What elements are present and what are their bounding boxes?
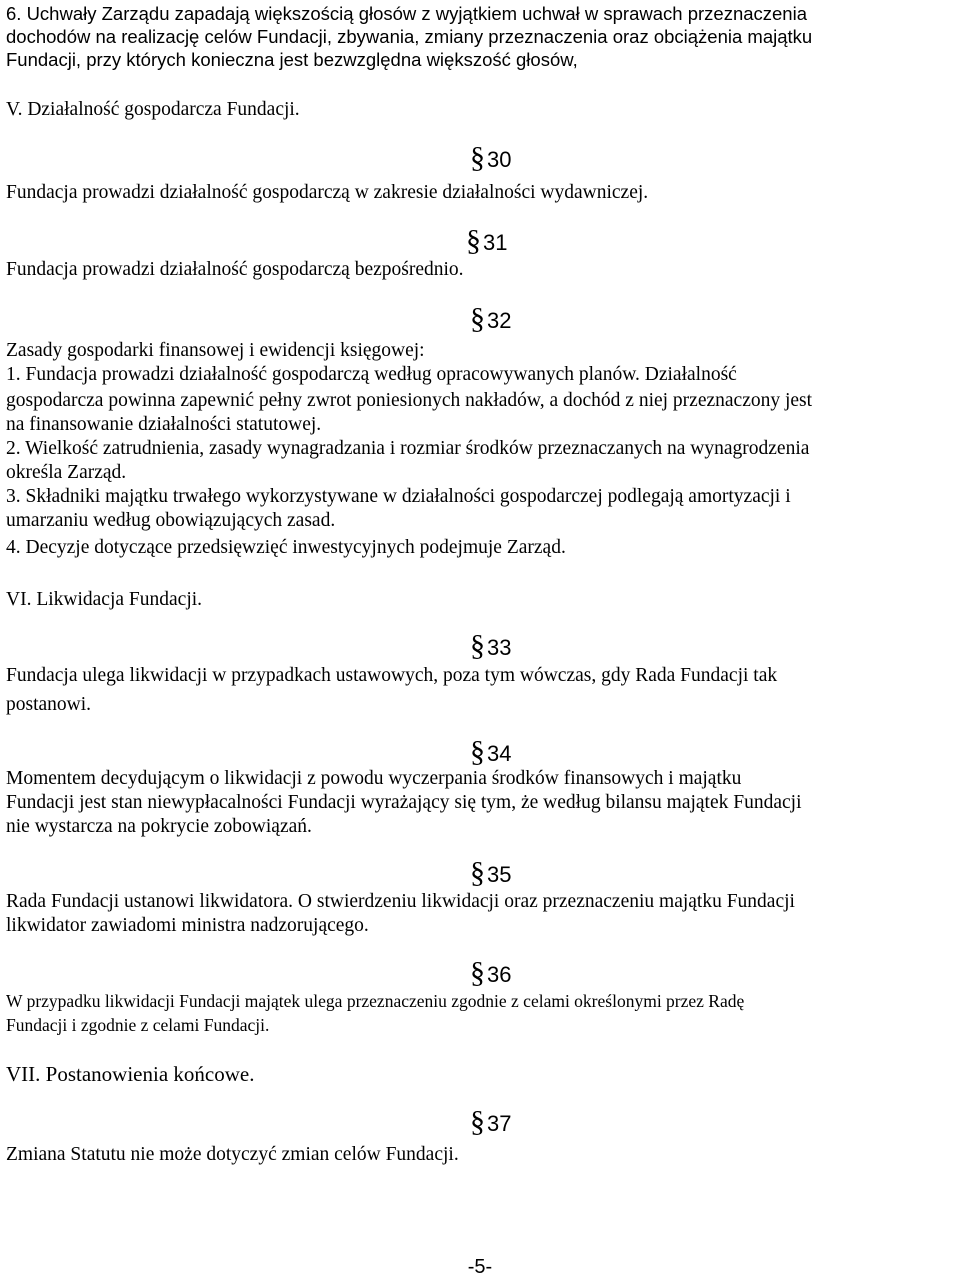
section-number: 37 bbox=[487, 1111, 512, 1136]
section-number: 30 bbox=[487, 147, 512, 172]
text-line: 3. Składniki majątku trwałego wykorzystywane w działalności gospodarczej podlegają amortyzacji i bbox=[6, 486, 791, 507]
text-line: gospodarcza powinna zapewnić pełny zwrot poniesionych nakładów, a dochód z niej przeznaczony jest bbox=[6, 390, 813, 411]
text-line: dochodów na realizację celów Fundacji, zbywania, zmiany przeznaczenia oraz obciążenia majątku bbox=[6, 26, 813, 47]
text-line: 4. Decyzje dotyczące przedsięwzięć inwestycyjnych podejmuje Zarząd. bbox=[6, 537, 566, 558]
section-symbol: § bbox=[470, 956, 485, 989]
chapter-heading: V. Działalność gospodarcza Fundacji. bbox=[6, 99, 300, 120]
text-line: Rada Fundacji ustanowi likwidatora. O stwierdzeniu likwidacji oraz przeznaczeniu majątku Fundacji bbox=[6, 891, 795, 912]
text-line: 6. Uchwały Zarządu zapadają większością głosów z wyjątkiem uchwał w sprawach przeznaczenia bbox=[6, 3, 807, 24]
text-line: Momentem decydującym o likwidacji z powodu wyczerpania środków finansowych i majątku bbox=[6, 768, 742, 789]
section-heading-30 bbox=[470, 141, 512, 174]
text-line: Fundacji, przy których konieczna jest bezwzględna większość głosów, bbox=[6, 49, 578, 70]
section-symbol: § bbox=[470, 856, 485, 889]
section-number: 36 bbox=[487, 962, 512, 987]
text-line: Fundacja ulega likwidacji w przypadkach ustawowych, poza tym wówczas, gdy Rada Fundacji tak bbox=[6, 665, 778, 686]
section-heading-33 bbox=[470, 629, 512, 662]
text-line: Fundacja prowadzi działalność gospodarczą bezpośrednio. bbox=[6, 259, 464, 280]
section-heading-34 bbox=[470, 735, 512, 768]
text-line: Fundacji jest stan niewypłacalności Fundacji wyrażający się tym, że według bilansu majątek Fundacji bbox=[6, 792, 802, 813]
page-number: -5- bbox=[467, 1256, 493, 1278]
section-symbol: § bbox=[470, 1105, 485, 1138]
section-number: 31 bbox=[483, 230, 508, 255]
section-number: 32 bbox=[487, 308, 512, 333]
text-line: Zasady gospodarki finansowej i ewidencji księgowej: bbox=[6, 340, 425, 361]
chapter-heading: VI. Likwidacja Fundacji. bbox=[6, 589, 203, 610]
text-line: Fundacji i zgodnie z celami Fundacji. bbox=[6, 1015, 270, 1035]
section-number: 35 bbox=[487, 862, 512, 887]
section-heading-31 bbox=[466, 224, 508, 257]
section-heading-37 bbox=[470, 1105, 512, 1138]
section-symbol: § bbox=[470, 735, 485, 768]
text-line: W przypadku likwidacji Fundacji majątek ulega przeznaczeniu zgodnie z celami określonymi przez Radę bbox=[6, 991, 745, 1011]
section-symbol: § bbox=[466, 224, 481, 257]
text-line: Fundacja prowadzi działalność gospodarczą w zakresie działalności wydawniczej. bbox=[6, 182, 649, 203]
section-number: 34 bbox=[487, 741, 512, 766]
text-line: Zmiana Statutu nie może dotyczyć zmian celów Fundacji. bbox=[6, 1144, 459, 1165]
text-line: na finansowanie działalności statutowej. bbox=[6, 414, 322, 435]
section-symbol: § bbox=[470, 141, 485, 174]
section-heading-32 bbox=[470, 302, 512, 335]
chapter-heading: VII. Postanowienia końcowe. bbox=[6, 1062, 255, 1086]
text-line: 1. Fundacja prowadzi działalność gospodarczą według opracowywanych planów. Działalność bbox=[6, 364, 737, 385]
section-heading-35 bbox=[470, 856, 512, 889]
section-symbol: § bbox=[470, 302, 485, 335]
text-line: nie wystarcza na pokrycie zobowiązań. bbox=[6, 816, 312, 837]
section-symbol: § bbox=[470, 629, 485, 662]
text-line: określa Zarząd. bbox=[6, 462, 127, 483]
section-number: 33 bbox=[487, 635, 512, 660]
section-heading-36 bbox=[470, 956, 512, 989]
text-line: 2. Wielkość zatrudnienia, zasady wynagradzania i rozmiar środków przeznaczanych na wynagrodzenia bbox=[6, 438, 810, 459]
text-line: likwidator zawiadomi ministra nadzorującego. bbox=[6, 915, 369, 936]
text-line: umarzaniu według obowiązujących zasad. bbox=[6, 510, 336, 531]
text-line: postanowi. bbox=[6, 694, 92, 715]
